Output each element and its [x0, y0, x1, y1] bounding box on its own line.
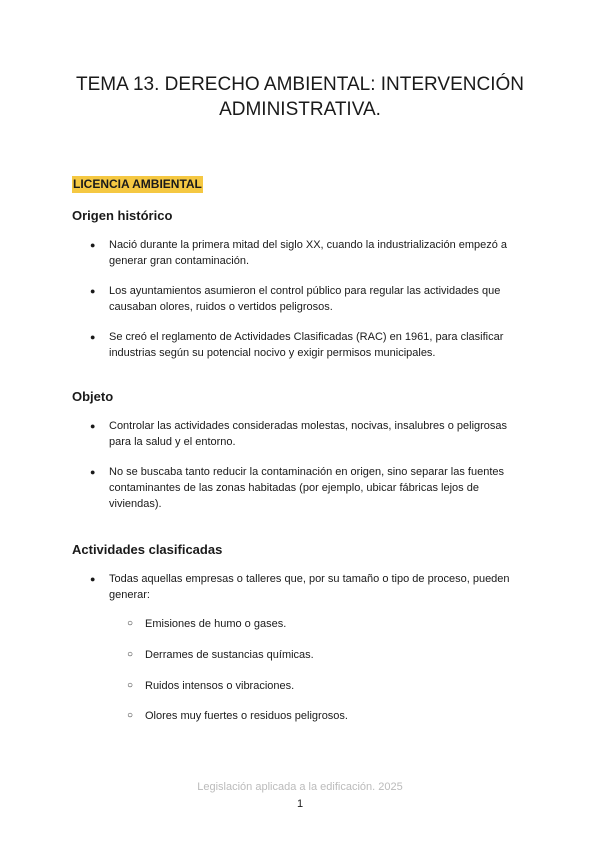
bullet-circle-icon: ○ [127, 710, 134, 721]
list-item: ● Controlar las actividades consideradas molestas, nocivas, insalubres o peligrosas para la salud y el entorno. [90, 420, 508, 448]
list-item: ● Nació durante la primera mitad del siglo XX, cuando la industrialización empezó a generar gran contaminación. [90, 239, 508, 267]
bullet-circle-icon: ○ [127, 649, 134, 660]
bullet-dot-icon: ● [90, 332, 96, 342]
sub-list-item: ○ Olores muy fuertes o residuos peligrosos. [127, 710, 348, 722]
section-label-highlighted: LICENCIA AMBIENTAL [73, 177, 202, 191]
bullet-circle-icon: ○ [127, 618, 134, 629]
heading-objeto: Objeto [72, 389, 114, 404]
bullet-circle-icon: ○ [127, 680, 134, 691]
title-line-2: ADMINISTRATIVA. [219, 99, 381, 120]
bullet-dot-icon: ● [90, 467, 96, 477]
page-title [60, 72, 540, 122]
list-item: ● Los ayuntamientos asumieron el control público para regular las actividades que causaban olores, ruidos o vertidos peligrosos. [90, 285, 501, 313]
bullet-dot-icon: ● [90, 240, 96, 250]
bullet-dot-icon: ● [90, 421, 96, 431]
sub-list-item: ○ Ruidos intensos o vibraciones. [127, 680, 295, 692]
title-line-1: TEMA 13. DERECHO AMBIENTAL: INTERVENCIÓN [75, 74, 524, 95]
list-item: ● Todas aquellas empresas o talleres que, por su tamaño o tipo de proceso, pueden generar: [90, 573, 510, 601]
sub-list-item: ○ Emisiones de humo o gases. [127, 618, 287, 630]
page-number: 1 [296, 798, 304, 810]
list-item: ● No se buscaba tanto reducir la contaminación en origen, sino separar las fuentes contaminantes de las zonas habitadas (por ejemplo, ubicar fábricas lejos de viviendas). [90, 466, 505, 510]
page-footer: Legislación aplicada a la edificación. 2025 [197, 781, 403, 793]
list-item: ● Se creó el reglamento de Actividades Clasificadas (RAC) en 1961, para clasificar industrias según su potencial nocivo y exigir permisos municipales. [90, 331, 504, 359]
bullet-dot-icon: ● [90, 574, 96, 584]
sub-list-item: ○ Derrames de sustancias químicas. [127, 649, 314, 661]
bullet-dot-icon: ● [90, 286, 96, 296]
heading-origen-historico: Origen histórico [72, 208, 173, 223]
heading-actividades-clasificadas: Actividades clasificadas [72, 542, 223, 557]
